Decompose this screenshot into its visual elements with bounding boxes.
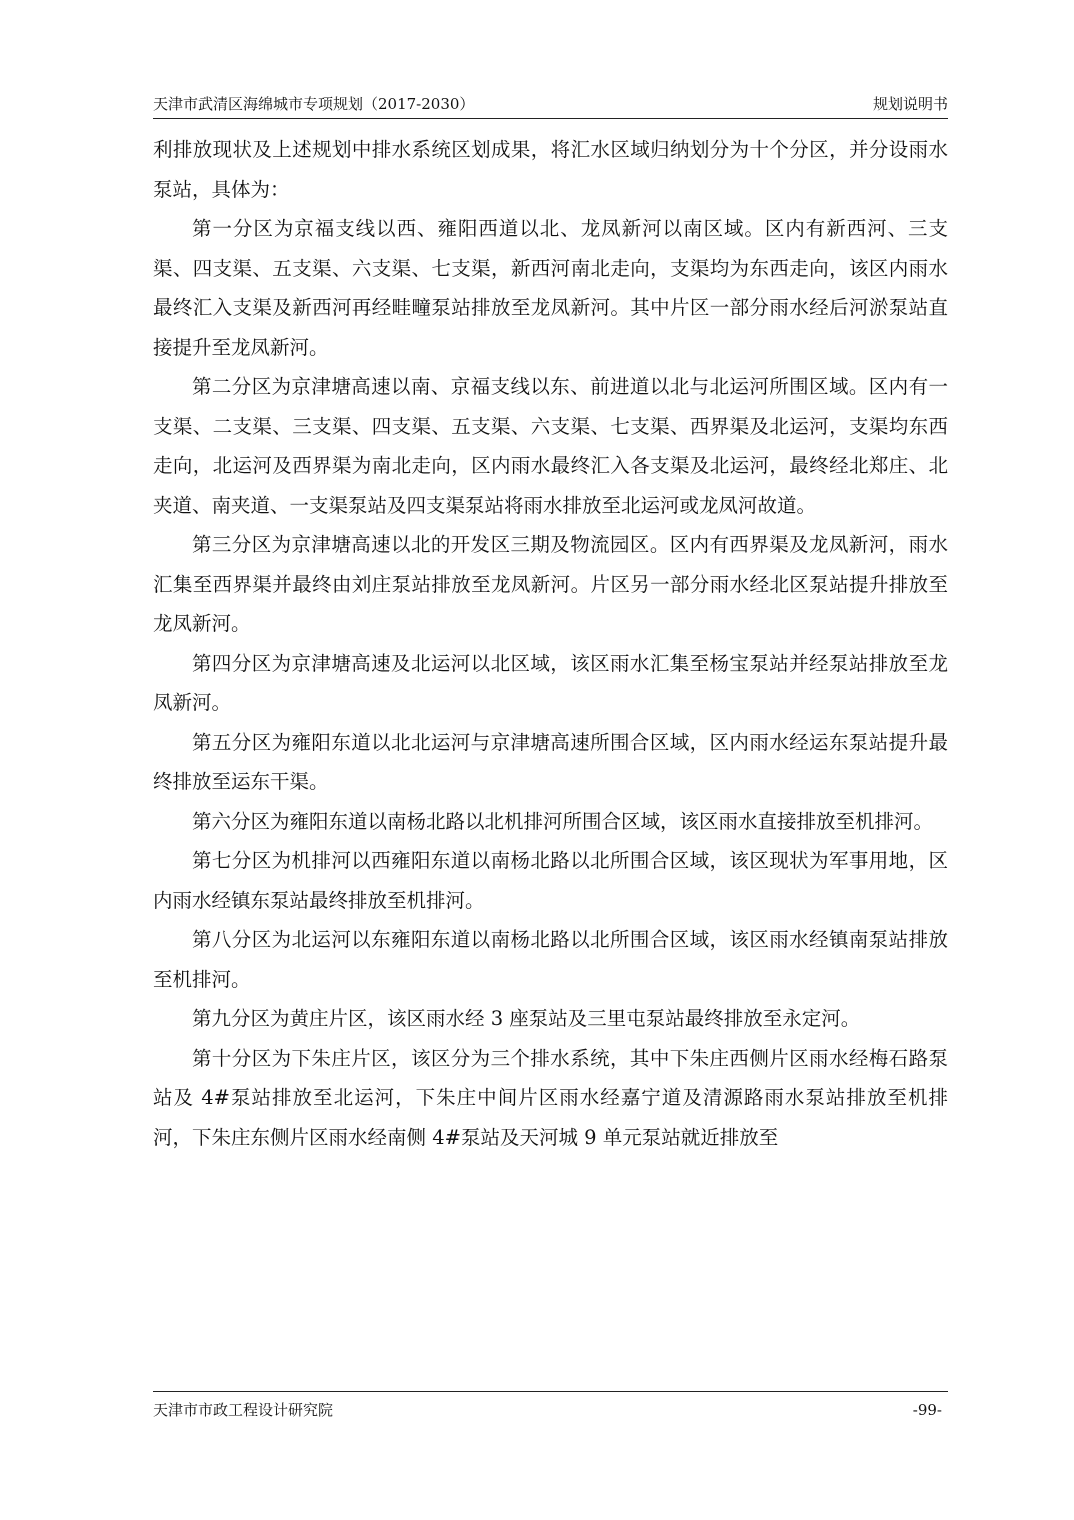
paragraph-zone-1: 第一分区为京福支线以西、雍阳西道以北、龙凤新河以南区域。区内有新西河、三支渠、四支渠、五支渠、六支渠、七支渠，新西河南北走向，支渠均为东西走向，该区内雨水最终汇入支渠及新西河再经畦疃泵站排放至龙凤新河。其中片区一部分雨水经后河淤泵站直接提升至龙凤新河。 (153, 217, 948, 359)
paragraph-continuation: 利排放现状及上述规划中排水系统区划成果，将汇水区域归纳划分为十个分区，并分设雨水泵站，具体为： (153, 138, 948, 201)
page-number: -99- (912, 1401, 942, 1419)
paragraph-zone-8: 第八分区为北运河以东雍阳东道以南杨北路以北所围合区域，该区雨水经镇南泵站排放至机排河。 (153, 928, 948, 991)
paragraph-zone-5: 第五分区为雍阳东道以北北运河与京津塘高速所围合区域，区内雨水经运东泵站提升最终排放至运东干渠。 (153, 730, 948, 793)
page-footer (153, 1391, 948, 1422)
paragraph-zone-2: 第二分区为京津塘高速以南、京福支线以东、前进道以北与北运河所围区域。区内有一支渠、二支渠、三支渠、四支渠、五支渠、六支渠、七支渠、西界渠及北运河，支渠均东西走向，北运河及西界渠为南北走向，区内雨水最终汇入各支渠及北运河，最终经北郑庄、北夹道、南夹道、一支渠泵站及四支渠泵站将雨水排放至北运河或龙凤河故道。 (153, 375, 948, 517)
header-doc-type: 规划说明书 (872, 95, 948, 113)
paragraph-zone-6: 第六分区为雍阳东道以南杨北路以北机排河所围合区域，该区雨水直接排放至机排河。 (192, 809, 934, 833)
paragraph-zone-7: 第七分区为机排河以西雍阳东道以南杨北路以北所围合区域，该区现状为军事用地，区内雨水经镇东泵站最终排放至机排河。 (153, 849, 948, 912)
paragraph-zone-4: 第四分区为京津塘高速及北运河以北区域，该区雨水汇集至杨宝泵站并经泵站排放至龙凤新河。 (153, 651, 948, 714)
paragraph-zone-10: 第十分区为下朱庄片区，该区分为三个排水系统，其中下朱庄西侧片区雨水经梅石路泵站及 4#泵站排放至北运河，下朱庄中间片区雨水经嘉宁道及清源路雨水泵站排放至机排河，下朱庄东侧片区雨水经南侧 4#泵站及天河城 9 单元泵站就近排放至 (153, 1046, 948, 1149)
footer-institute: 天津市市政工程设计研究院 (153, 1401, 334, 1419)
header-title: 天津市武清区海绵城市专项规划（2017-2030） (153, 95, 475, 113)
paragraph-zone-3: 第三分区为京津塘高速以北的开发区三期及物流园区。区内有西界渠及龙凤新河，雨水汇集至西界渠并最终由刘庄泵站排放至龙凤新河。片区另一部分雨水经北区泵站提升排放至龙凤新河。 (153, 533, 948, 635)
page-header (153, 90, 948, 119)
page-body (153, 130, 948, 1157)
paragraph-zone-9: 第九分区为黄庄片区，该区雨水经 3 座泵站及三里屯泵站最终排放至永定河。 (192, 1007, 861, 1030)
